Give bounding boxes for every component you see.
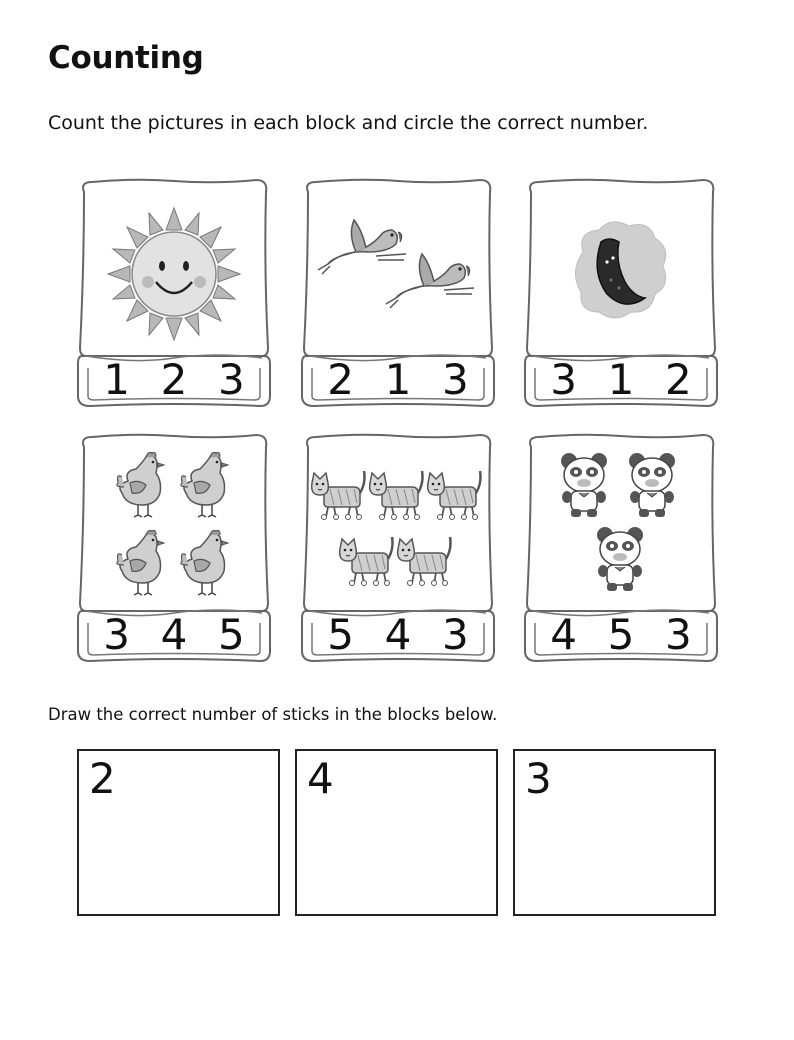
stick-drawing-box[interactable] bbox=[77, 749, 280, 916]
number-option[interactable]: 1 bbox=[607, 355, 635, 404]
count-card-parrots bbox=[300, 178, 496, 410]
number-option[interactable]: 5 bbox=[327, 610, 355, 659]
stick-drawing-box[interactable] bbox=[513, 749, 716, 916]
sun-picture bbox=[76, 178, 272, 353]
count-card-moon bbox=[523, 178, 719, 410]
number-option[interactable]: 3 bbox=[664, 610, 692, 659]
parrots-picture bbox=[300, 178, 496, 353]
target-number: 3 bbox=[525, 754, 552, 803]
page-title: Counting bbox=[48, 40, 204, 76]
number-option[interactable]: 4 bbox=[550, 610, 578, 659]
number-option[interactable]: 3 bbox=[217, 355, 245, 404]
number-option[interactable]: 3 bbox=[103, 610, 131, 659]
number-option[interactable]: 3 bbox=[550, 355, 578, 404]
number-option[interactable]: 2 bbox=[664, 355, 692, 404]
number-option[interactable]: 5 bbox=[217, 610, 245, 659]
number-option[interactable]: 3 bbox=[441, 610, 469, 659]
number-option[interactable]: 2 bbox=[327, 355, 355, 404]
pandas-picture bbox=[523, 433, 719, 608]
count-card-cats bbox=[300, 433, 496, 665]
number-option[interactable]: 1 bbox=[103, 355, 131, 404]
number-option[interactable]: 5 bbox=[607, 610, 635, 659]
target-number: 2 bbox=[89, 754, 116, 803]
hens-picture bbox=[76, 433, 272, 608]
number-option[interactable]: 4 bbox=[384, 610, 412, 659]
counting-instructions: Count the pictures in each block and circle the correct number. bbox=[48, 112, 649, 134]
count-card-pandas bbox=[523, 433, 719, 665]
cats-picture bbox=[300, 433, 496, 608]
moon-picture bbox=[523, 178, 719, 353]
number-option[interactable]: 1 bbox=[384, 355, 412, 404]
count-card-sun bbox=[76, 178, 272, 410]
number-option[interactable]: 3 bbox=[441, 355, 469, 404]
number-option[interactable]: 4 bbox=[160, 610, 188, 659]
count-card-hens bbox=[76, 433, 272, 665]
target-number: 4 bbox=[307, 754, 334, 803]
stick-drawing-box[interactable] bbox=[295, 749, 498, 916]
draw-instructions: Draw the correct number of sticks in the blocks below. bbox=[48, 705, 498, 724]
number-option[interactable]: 2 bbox=[160, 355, 188, 404]
